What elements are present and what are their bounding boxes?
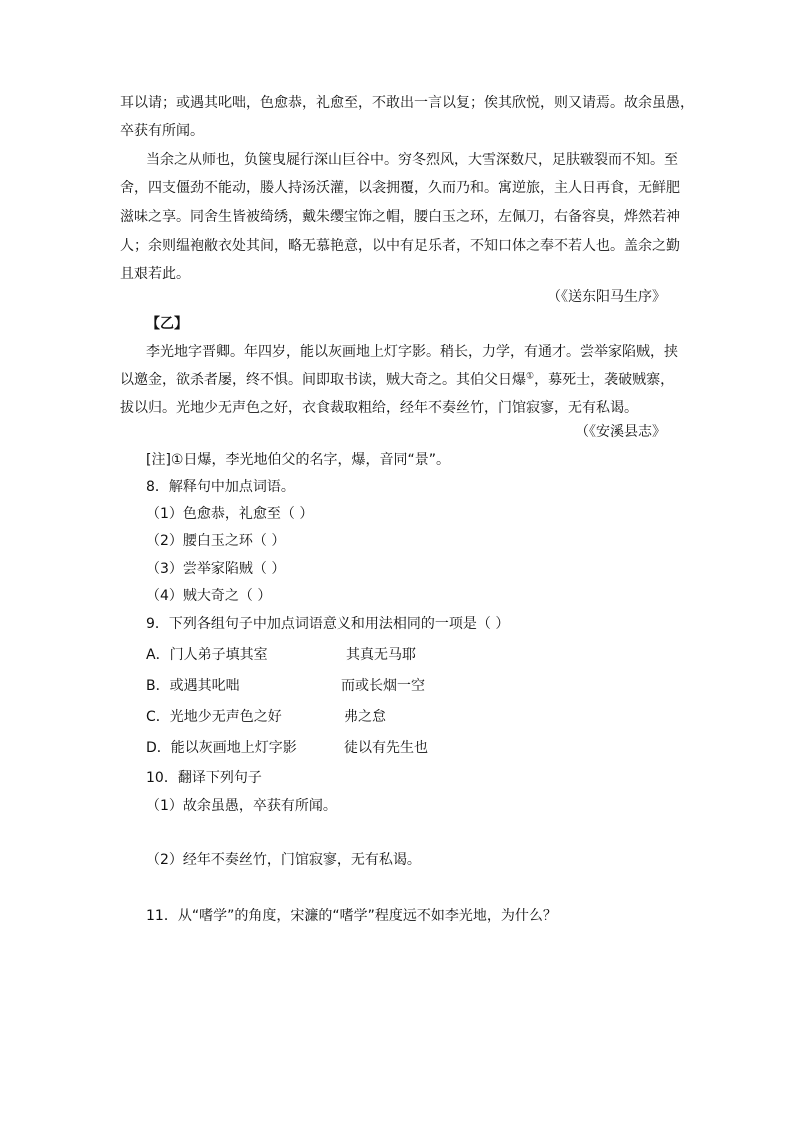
passage-jia-line-3: 当余之从师也，负箧曳屣行深山巨谷中。穷冬烈风，大雪深数尺，足肤皲裂而不知。至 [146, 152, 678, 168]
passage-jia-line-2: 卒获有所闻。 [120, 123, 204, 139]
q9-option-c-right: 弗之怠 [344, 709, 386, 725]
q9-stem: 9．下列各组句子中加点词语意义和用法相同的一项是（ ） [146, 616, 510, 632]
passage-yi-note: [注]①日爆，李光地伯父的名字，爆，音同“景”。 [146, 452, 450, 468]
q9-option-a-right: 其真无马耶 [346, 647, 416, 663]
q10-item-1: （1）故余虽愚，卒获有所闻。 [146, 798, 337, 814]
q10-stem: 10．翻译下列句子 [146, 770, 262, 786]
passage-jia-line-4: 舍，四支僵劲不能动，媵人持汤沃灌，以衾拥覆，久而乃和。寓逆旅，主人日再食，无鲜肥 [120, 180, 680, 196]
passage-yi-line-3: 拔以归。光地少无声色之好，衣食裁取粗给，经年不奏丝竹，门馆寂寥，无有私谒。 [120, 400, 638, 416]
passage-yi-label: 【乙】 [146, 316, 188, 332]
passage-jia-line-5: 滋味之享。同舍生皆被绮绣，戴朱缨宝饰之帽，腰白玉之环，左佩刀，右备容臭，烨然若神 [120, 209, 680, 225]
q9-option-c-left: C．光地少无声色之好 [146, 709, 282, 725]
passage-yi-line-2-post: ，募死士，袭破贼寨， [534, 372, 675, 388]
footnote-marker: ① [526, 371, 535, 382]
q8-item-3: （3）尝举家陷贼（ ） [146, 561, 286, 577]
passage-jia-source: （《送东阳马生序》 [547, 289, 666, 305]
passage-jia-line-6: 人；余则缊袍敝衣处其间，略无慕艳意，以中有足乐者，不知口体之奉不若人也。盖余之勤 [120, 238, 680, 254]
q9-option-a-left: A．门人弟子填其室 [146, 647, 268, 663]
q9-option-b-left: B．或遇其叱咄 [146, 678, 240, 694]
passage-jia-line-1: 耳以请；或遇其叱咄，色愈恭，礼愈至，不敢出一言以复；俟其欣悦，则又请焉。故余虽愚， [120, 95, 694, 111]
passage-yi-line-2-pre: 以邀金，欲杀者屡，终不惧。间即取书读，贼大奇之。其伯父日爆 [120, 372, 526, 388]
q8-item-4: （4）贼大奇之（ ） [146, 588, 272, 604]
q11-stem: 11．从“嗜学”的角度，宋濂的“嗜学”程度远不如李光地，为什么？ [146, 908, 557, 924]
passage-yi-line-1: 李光地字晋卿。年四岁，能以灰画地上灯字影。稍长，力学，有通才。尝举家陷贼，挟 [146, 344, 678, 360]
q9-option-d-left: D．能以灰画地上灯字影 [146, 740, 297, 756]
q8-stem: 8．解释句中加点词语。 [146, 479, 295, 495]
q9-option-d-right: 徒以有先生也 [344, 740, 428, 756]
passage-jia-line-7: 且艰若此。 [120, 266, 190, 282]
passage-yi-source: （《安溪县志》 [575, 424, 666, 440]
passage-yi-line-2 [120, 370, 674, 390]
q8-item-1: （1）色愈恭，礼愈至（ ） [146, 506, 314, 522]
q10-item-2: （2）经年不奏丝竹，门馆寂寥，无有私谒。 [146, 852, 421, 868]
q9-option-b-right: 而或长烟一空 [341, 678, 425, 694]
q8-item-2: （2）腰白玉之环（ ） [146, 533, 286, 549]
